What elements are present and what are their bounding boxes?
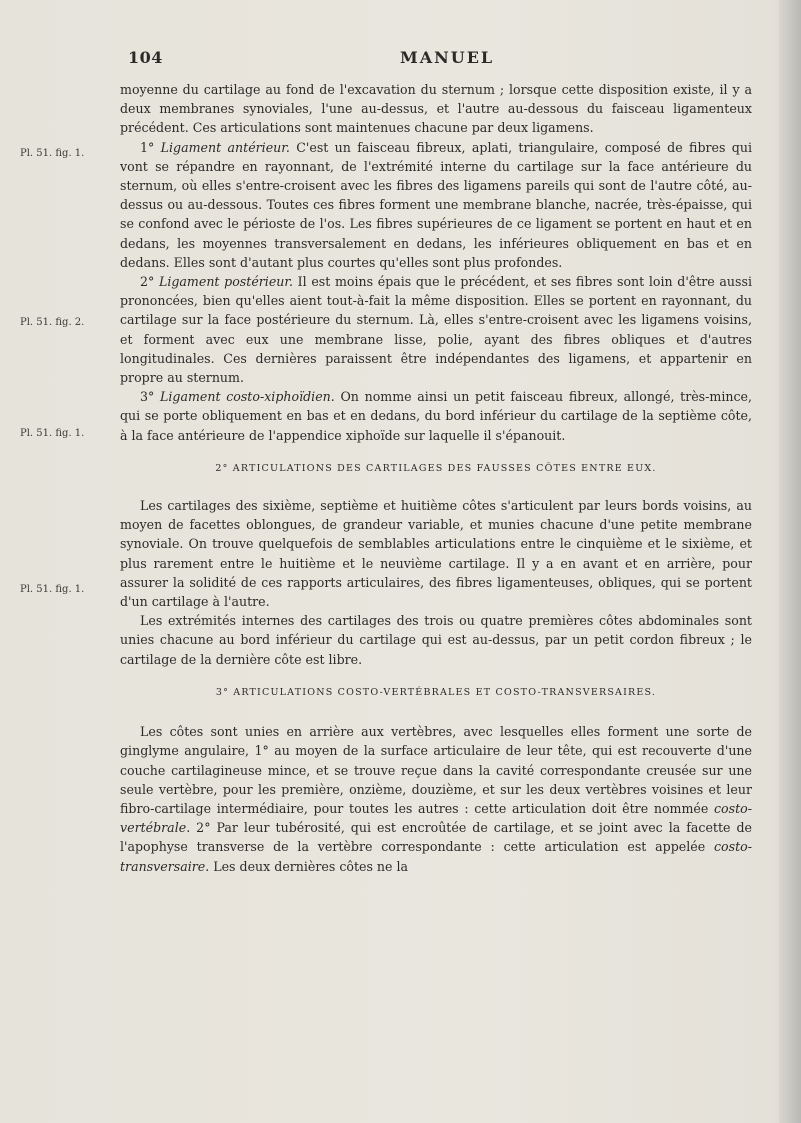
paragraph-text: C'est un faisceau fibreux, aplati, triangulaire, composé de fibres qui vont se répandre en rayonnant, de l'extrémité interne du cartilage sur la face antérieure du sternum, où elles s'entre-croisent avec les fibres des ligamens pareils qui sont de l'autre côté, au-dessus ou au-dessous. Toutes ces fibres forment une membrane blanche, nacrée, très-épaisse, qui se confond avec le périoste de l'os. Les fibres supérieures de ce ligament se portent en haut et en dedans, les moyennes transversalement en dedans, les inférieures obliquement en bas et en dedans. Elles sont d'autant plus courtes qu'elles sont plus profondes. [120,139,752,270]
term-italic: costo-transversaire [120,839,752,874]
paragraph-costo-vertebrales [120,722,752,876]
term-italic: Ligament postérieur. [158,274,294,290]
paragraph-text: . Les deux dernières côtes ne la [205,858,409,874]
section-heading: 2° ARTICULATIONS DES CARTILAGES DES FAUSSES CÔTES ENTRE EUX. [215,462,657,474]
margin-note-plate-ref: Pl. 51. fig. 1. [20,148,85,159]
enumeration: 1° [140,139,161,155]
paragraph-ligament-posterieur [120,272,752,387]
margin-note-plate-ref: Pl. 51. fig. 1. [20,584,85,595]
paragraph-ligament-anterieur [120,138,752,272]
term-italic: Ligament costo-xiphoïdien. [160,389,335,405]
running-head [128,48,748,72]
paragraph-text: Il est moins épais que le précédent, et ses fibres sont loin d'être aussi prononcées, bien qu'elles aient tout-à-fait la même disposition. Elles se portent en rayonnant, du cartilage sur la face postérieure du sternum. Là, elles s'entre-croisent avec les ligamens voisins, et forment avec eux une membrane lisse, polie, ayant des fibres obliques et d'autres longitudinales. Ces dernières paraissent être indépendantes des ligamens, et appartenir en propre au sternum. [120,274,752,386]
term-italic: costo-vertébrale [120,800,752,836]
term-italic: Ligament antérieur. [160,139,290,155]
paragraph: Les extrémités internes des cartilages des trois ou quatre premières côtes abdominales sont unies chacune au bord inférieur du cartilage qui est au-dessus, par un petit cordon fibreux ; le cartilage de la dernière côte est libre. [120,613,752,667]
enumeration: 3° [140,389,160,405]
body-text [120,80,752,876]
page-number: 104 [128,48,163,67]
margin-note-plate-ref: Pl. 51. fig. 2. [20,317,85,328]
paragraph: Les cartilages des sixième, septième et huitième côtes s'articulent par leurs bords voisins, au moyen de facettes oblongues, de grandeur variable, et munies chacune d'une petite membrane synoviale. On trouve quelquefois de semblables articulations entre le cinquième et le sixième, et plus rarement entre le huitième et le neuvième cartilage. Il y a en avant et en arrière, pour assurer la solidité de ces rapports articulaires, des fibres ligamenteuses, obliques, qui se portent d'un cartilage à l'autre. [120,498,752,610]
paragraph: moyenne du cartilage au fond de l'excavation du sternum ; lorsque cette disposition existe, il y a deux membranes synoviales, l'une au-dessus, et l'autre au-dessous du faisceau ligamenteux précédent. Ces articulations sont maintenues chacune par deux ligamens. [120,82,752,136]
page-gutter-shadow [779,0,801,1123]
paragraph-ligament-costo-xiphoidien [120,387,752,445]
paragraph-text: On nomme ainsi un petit faisceau fibreux, allongé, très-mince, qui se porte obliquement en bas et en dedans, du bord inférieur du cartilage de la septième côte, à la face antérieure de l'appendice xiphoïde sur laquelle il s'épanouit. [120,389,752,443]
enumeration: 2° [140,274,159,290]
paragraph-text: Les côtes sont unies en arrière aux vertèbres, avec lesquelles elles forment une sorte de ginglyme angulaire, 1° au moyen de la surface articulaire de leur tête, qui est recouverte d'une couche cartilagineuse mince, et se trouve reçue dans la cavité correspondante creusée sur une seule vertèbre, pour les première, onzième, douzième, et sur les deux vertèbres voisines et leur fibro-cartilage intermédiaire, pour toutes les autres : cette articulation doit être nommée [120,724,752,816]
running-title: MANUEL [400,48,495,67]
paragraph-text: . 2° Par leur tubérosité, qui est encroûtée de cartilage, et se joint avec la facette de l'apophyse transverse de la vertèbre correspondante : cette articulation est appelée [120,820,752,855]
section-heading: 3° ARTICULATIONS COSTO-VERTÉBRALES ET COSTO-TRANSVERSAIRES. [215,686,657,698]
margin-note-plate-ref: Pl. 51. fig. 1. [20,428,85,439]
